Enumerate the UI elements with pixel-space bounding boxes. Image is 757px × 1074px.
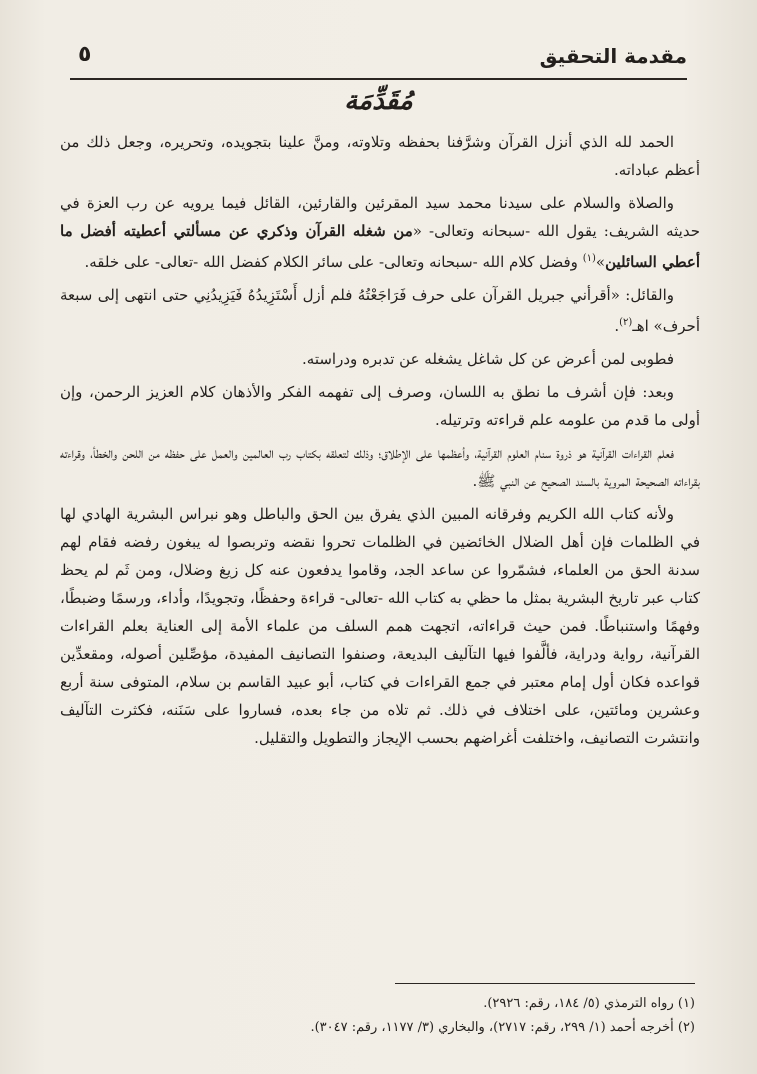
footnote-1: (١) رواه الترمذي (٥/ ١٨٤، رقم: ٢٩٢٦). <box>483 996 695 1011</box>
footnotes <box>62 992 695 1040</box>
running-header <box>70 44 687 80</box>
body-text <box>60 128 700 757</box>
paragraph-6: فعلم القراءات القرآنية هو ذروة سنام العلوم القرآنية، وأعظمها على الإطلاق؛ وذلك لتعلقه بكتاب رب العالمين والعمل على حفظه من اللحن والخطأ، وقراءته بقراءاته الصحيحة المروية بالسند الصحيح عن النبي ﷺ. <box>60 444 700 490</box>
footnote-ref-2: (٢) <box>619 317 633 328</box>
paragraph-7: ولأنه كتاب الله الكريم وفرقانه المبين الذي يفرق بين الحق والباطل وهو نبراس البشرية الهادي لها في الظلمات فإن أهل الضلال الخائضين في الظلمات تحروا نقضه وتربصوا له يبغون رفضه فقام لهم سدنة الحق من العلماء، فشمّروا عن ساعد الجد، وقاموا يدفعون عنه كل زيغ وضلال، ومن ثَم لم يحظ كتاب عبر تاريخ البشرية بمثل ما حظي به كتاب الله -تعالى- قراءة وحفظًا، وتجويدًا، وأداء، ورسمًا وضبطًا، وفهمًا واستنباطًا. فمن حيث قراءاته، اتجهت همم السلف من علماء الأمة إلى العناية بعلم القراءات القرآنية، رواية ودراية، فألَّفوا فيها التآليف البديعة، وصنفوا التصانيف المفيدة، مؤصِّلين أصوله، ومقعدِّين قواعده فكان أول إمام معتبر في جمع القراءات في كتاب، أبو عبيد القاسم بن سلام، المتوفى سنة أربع وعشرين ومائتين، على اختلاف في ذلك. ثم تلاه من جاء بعده، فساروا على سَنَنه، فكثرت التآليف وانتشرت التصانيف، واختلفت أغراضهم بحسب الإيجاز والتطويل والتقليل. <box>60 505 700 747</box>
paragraph-3-end: . <box>614 317 620 335</box>
hadith-quote: من شغله القرآن وذكري عن مسألتي أعطيته أفضل ما أعطي السائلين <box>60 222 700 271</box>
page-number: ٥ <box>78 42 92 67</box>
paragraph-2-start: والصلاة والسلام على سيدنا محمد سيد المقرئين والقارئين، القائل فيما يرويه عن رب العزة في حديثه الشريف: يقول الله -سبحانه وتعالى- « <box>60 194 700 240</box>
paragraph-2 <box>60 189 700 276</box>
paragraph-1: الحمد لله الذي أنزل القرآن وشرَّفنا بحفظه وتلاوته، ومنَّ علينا بتجويده، وتحريره، وجعل ذلك من أعظم عباداته. <box>60 133 700 179</box>
paragraph-3 <box>60 281 700 340</box>
paragraph-4: فطوبى لمن أعرض عن كل شاغل يشغله عن تدبره ودراسته. <box>302 350 674 368</box>
paragraph-3-text: والقائل: «أقرأني جبريل القرآن على حرف فَرَاجَعْتُهُ فلم أزل أَسْتَزِيدُهُ فَيَزِيدُنِي حتى انتهى إلى سبعة أحرف» اهـ <box>60 286 700 335</box>
paragraph-2-end: وفضل كلام الله -سبحانه وتعالى- على سائر الكلام كفضل الله -تعالى- على خلقه. <box>84 253 583 271</box>
page-heading: مُقَدِّمَة <box>344 86 413 116</box>
footnote-divider <box>395 983 695 984</box>
footnote-ref-1: (١) <box>582 253 596 264</box>
footnote-2: (٢) أخرجه أحمد (١/ ٢٩٩، رقم: ٢٧١٧)، والبخاري (٣/ ١١٧٧، رقم: ٣٠٤٧). <box>310 1020 695 1035</box>
running-title: مقدمة التحقيق <box>539 44 687 68</box>
paragraph-5: وبعد: فإن أشرف ما نطق به اللسان، وصرف إلى تفهمه الفكر والأذهان كلام العزيز الرحمن، وإن أولى ما قدم من علومه علم قراءته وترتيله. <box>60 383 700 429</box>
quote-close: » <box>595 253 606 271</box>
